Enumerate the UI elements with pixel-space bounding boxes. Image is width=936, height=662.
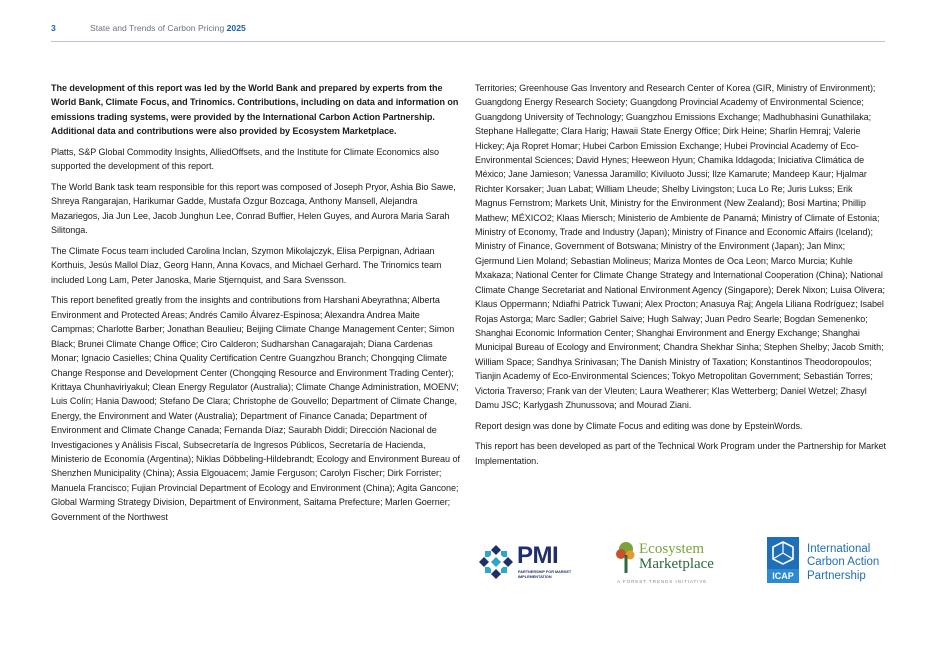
partner-logos xyxy=(475,534,886,589)
eco-wordmark-line2: Marketplace xyxy=(639,556,714,572)
report-year: 2025 xyxy=(226,23,246,33)
icap-box-icon xyxy=(767,537,799,569)
pmi-subtitle: PARTNERSHIP FOR MARKET IMPLEMENTATION xyxy=(518,570,572,579)
icap-name xyxy=(807,543,879,583)
icap-mark xyxy=(767,537,799,583)
icap-name-line3: Partnership xyxy=(807,569,866,582)
icap-abbreviation: ICAP xyxy=(767,569,799,583)
climate-focus-team-paragraph: The Climate Focus team included Carolina Inclan, Szymon Mikolajczyk, Elisa Perpignan, Adriaan Korthuis, Jesús Mallol Díaz, Georg Hann, Anna Kovacs, and Michael Gerhard. The Trinomics team included Long Lam, Peter Janoska, Marie Stjernquist, and Sara Svensson. xyxy=(51,245,442,285)
intro-paragraph: The development of this report was led by the World Bank and prepared by experts from the World Bank, Climate Focus, and Trinomics. Contributions, including on data and information on emissions trading systems, were provided by the International Carbon Action Partnership. Additional data and contributions were also provided by Ecosystem Marketplace. xyxy=(51,83,459,137)
design-credit-paragraph: Report design was done by Climate Focus and editing was done by EpsteinWords. xyxy=(475,420,803,431)
contributors-paragraph: This report benefited greatly from the insights and contributions from Harshani Abeyrathna; Alberta Environment and Protected Areas; Andrés Camilo Álvarez-Espinosa; Alexandra Andrea Maite Campmas; Charlotte Barber; Jonathan Beaulieu; Beijing Climate Change Management Center; Simon Black; Brunei Climate Change Office; Ciro Calderon; Sudharshan Canagarajah; Diana Cardenas Monar; Ignacio Casielles; China Quality Certification Centre Guangzhou Branch; Chongqing Climate Change Response and Development Center (Chongqing Resource and Environment Trading Center); Krittaya Chunhaviriyakul; Clean Energy Regulator (Australia); Climate Change Administration, MOENV; Luis Colín; Hania Dawood; Stefano De Clara; Christophe de Gouvello; Department of Climate Change, Energy, the Environment and Water (Australia); Department of Finance Canada; Department of Environment and Climate Change Canada; Fernanda Díaz; Saurabh Diddi; Dirección Nacional de Investigaciones y Análisis Fiscal, Subsecretaría de Ingresos Públicos, Secretaría de Hacienda, Ministerio de Economía (Argentina); Niklas Döbbeling-Hildebrandt; Ecology and Environment Bureau of Shenzhen Municipality (China); Assia Elgouacem; Jamie Ferguson; Carolyn Fischer; Dirk Forrister; Manuela Francisco; Fujian Provincial Department of Ecology and Environment (China); Agita Gancone; Global Warming Strategy Division, Department of Environment, Saitama Prefecture; Marlen Goerner; Government of the Northwest xyxy=(51,295,460,522)
support-paragraph: Platts, S&P Global Commodity Insights, AlliedOffsets, and the Institute for Climate Economics also supported the development of this report. xyxy=(51,146,439,172)
icap-logo xyxy=(767,537,886,585)
report-title xyxy=(90,23,246,34)
tree-icon xyxy=(615,541,637,575)
contributors-continued-paragraph: Territories; Greenhouse Gas Inventory and Research Center of Korea (GIR, Ministry of Environment); Guangdong Energy Research Society; Guangdong Provincial Academy of Environmental Science; Guangdong University of Technology; Guangzhou Emissions Exchange; Madhubhasini Gunathilaka; Stephane Hallegatte; Clara Harig; Hawaii State Energy Office; Dirk Heine; Sharlin Hemraj; Valerie Hickey; Aja Ropret Homar; Hubei Carbon Emission Exchange; Hubei Provincial Academy of Eco-Environmental Sciences; David Hynes; Heeweon Hyun; Chamika Iddagoda; Iniciativa Climática de México; Jane Jamieson; Vanessa Jaramillo; Kiviluoto Jussi; Ilze Kamarute; Mandeep Kaur; Hjalmar Richter Korsaker; Juan Labat; William Lheude; Shelby Livingston; Luca Lo Re; Juris Lukss; Erik Magnus Fernstrom; Markets Unit, Ministry for the Environment (New Zealand); Bosi Martina; Phillip Mathew; MÉXICO2; Klaas Miersch; Ministerio de Ambiente de Panamá; Ministry of Climate of Estonia; Ministry of Economy, Trade and Industry (Japan); Ministry of Finance and Economic Affairs (Iceland); Ministry of Finance, Government of Botswana; Ministry of the Environment (Japan); Jan Minx; Gjermund Lien Moland; Sebastian Molineus; Mariza Montes de Oca Leon; Marco Murcia; Kuhle Mxakaza; National Center for Climate Change Strategy and International Cooperation (China); National Climate Change Secretariat and National Environment Agency (Singapore); Derek Nixon; Luisa Olivera; Klaus Oppermann; Ndiafhi Patrick Tuwani; Alex Procton; Anasuya Raj; Angela Liliana Rodríguez; Isabel Rojas Astorga; Marc Sadler; Gabriel Saive; Hugh Salway; Juan Pedro Searle; Bogdan Semenenko; Shanghai Economic Information Center; Shanghai Environment and Energy Exchange; Shanghai Municipal Bureau of Ecology and Environment; Chandra Shekhar Sinha; Stephen Shelby; Jacob Smith; William Space; Sandhya Srinivasan; The Danish Ministry of Taxation; Konstantinos Theodoropoulos; Tianjin Academy of Eco-Environmental Sciences; Tokyo Metropolitan Government; Sebastián Torres; Victoria Traverso; Frank van der Vleuten; Laura Weatherer; Klas Wetterberg; Daniel Wetzel; Zhasyl Damu JSC; Karlygash Zhunussova; and Mourad Ziani. xyxy=(475,83,885,410)
pmi-wordmark: PMI xyxy=(517,542,559,569)
page-number: 3 xyxy=(51,23,56,33)
eco-subtitle: A FOREST TRENDS INITIATIVE xyxy=(617,579,708,584)
report-title-text: State and Trends of Carbon Pricing xyxy=(90,23,225,33)
page-header xyxy=(51,23,885,42)
icap-name-line2: Carbon Action xyxy=(807,556,880,569)
program-paragraph: This report has been developed as part of the Technical Work Program under the Partnership for Market Implementation. xyxy=(475,441,886,466)
right-column xyxy=(475,81,886,474)
world-bank-team-paragraph: The World Bank task team responsible for this report was composed of Joseph Pryor, Ashia Bio Sawe, Shreya Rangarajan, Harikumar Gadde, Mustafa Ozgur Bozcaga, Anthony Mansell, Alejandra Mazariegos, Jia Jun Lee, Jacob Junghun Lee, Conrad Buffier, Helen Guyes, and Aurora Maria Sarah Silitonga. xyxy=(51,182,456,236)
pmi-mark-icon xyxy=(477,543,515,581)
left-column xyxy=(51,81,462,530)
pmi-logo xyxy=(477,543,572,583)
ecosystem-marketplace-logo xyxy=(615,541,725,585)
icap-name-line1: International xyxy=(807,543,871,555)
eco-wordmark-line1: Ecosystem xyxy=(639,541,704,557)
